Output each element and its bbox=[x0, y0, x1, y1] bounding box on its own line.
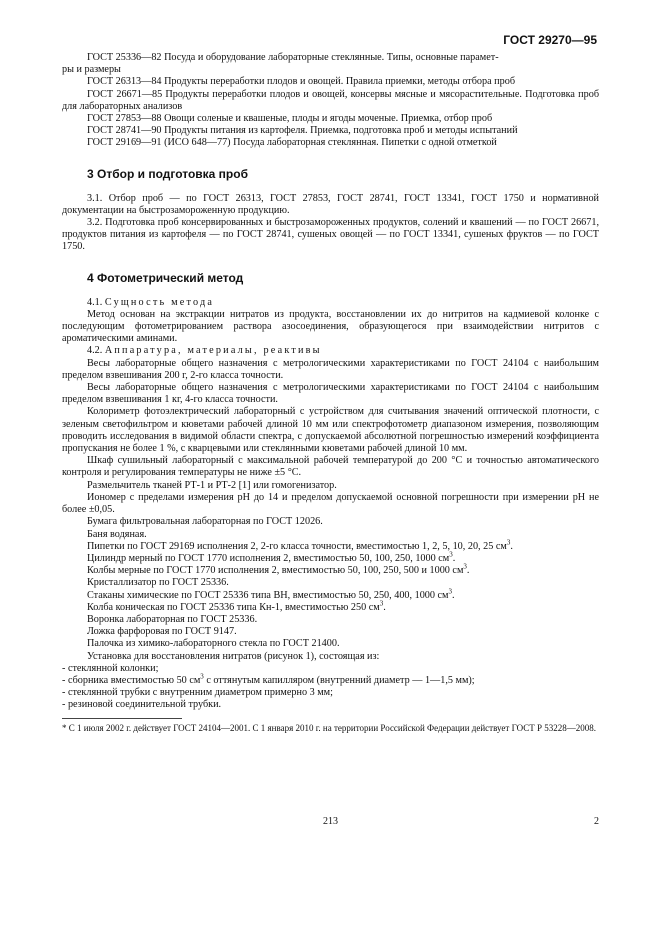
equipment-item: Стаканы химические по ГОСТ 25336 типа ВН, вместимостью 50, 250, 400, 1000 $см^3$. bbox=[87, 587, 455, 601]
equipment-item: Палочка из химико-лабораторного стекла по ГОСТ 21400. bbox=[87, 638, 340, 650]
setup-component-item: - стеклянной трубки с внутренним диаметром примерно 3 мм; bbox=[62, 687, 333, 699]
equipment-item: Весы лабораторные общего назначения с метрологическими характеристиками по ГОСТ 24104 с наибольшим пределом взвешивания 200 г, 2-го класса точности. bbox=[62, 357, 599, 381]
equipment-item: Пипетки по ГОСТ 29169 исполнения 2, 2-го класса точности, вместимостью 1, 2, 5, 10, 20, 25 $см^3$. bbox=[87, 538, 513, 552]
equipment-item: Ложка фарфоровая по ГОСТ 9147. bbox=[87, 626, 237, 638]
reference-entry: ГОСТ 25336—82 Посуда и оборудование лабораторные стеклянные. Типы, основные парамет- ры и размеры bbox=[62, 52, 499, 76]
equipment-item: Размельчитель тканей РТ-1 и РТ-2 [1] или гомогенизатор. bbox=[87, 479, 337, 491]
section-3-1-text: 3.1. Отбор проб — по ГОСТ 26313, ГОСТ 27853, ГОСТ 28741, ГОСТ 13341, ГОСТ 1750 и нормативной документации на быстрозамороженную продукцию. bbox=[62, 192, 599, 216]
equipment-item: Колбы мерные по ГОСТ 1770 исполнения 2, вместимостью 50, 100, 250, 500 и 1000 $см^3$. bbox=[87, 562, 470, 577]
equipment-item: Колориметр фотоэлектрический лабораторный с устройством для считывания значений оптической плотности, с зеленым светофильтром и кюветами рабочей длиной 10 мм или спектрофотометр диапазоном измерения, позволяющим проводить исследования в видимой области спектра, с допускаемой абсолютной погрешностью измерений коэффициента пропускания не более 1 %, с кварцевыми или стеклянными кюветами рабочей длиной 10 мм. bbox=[62, 406, 599, 455]
reference-entry: ГОСТ 27853—88 Овощи соленые и квашеные, плоды и ягоды моченые. Приемка, отбор проб bbox=[87, 113, 493, 125]
equipment-item: Цилиндр мерный по ГОСТ 1770 исполнения 2, вместимостью 50, 100, 250, 1000 $см^3$. bbox=[87, 550, 456, 564]
reference-entry: ГОСТ 26313—84 Продукты переработки плодов и овощей. Правила приемки, методы отбора проб bbox=[87, 76, 515, 88]
section-4-heading: 4 Фотометрический метод bbox=[87, 270, 244, 285]
equipment-item: Иономер с пределами измерения рН до 14 и пределом допускаемой основной погрешности при измерении рН не более ±0,05. bbox=[62, 491, 599, 516]
equipment-item: Установка для восстановления нитратов (рисунок 1), состоящая из: bbox=[87, 650, 380, 662]
sheet-number: 2 bbox=[594, 816, 599, 827]
section-3-2-text: 3.2. Подготовка проб консервированных и быстрозамороженных продуктов, солений и квашений — по ГОСТ 26671, продуктов питания из картофеля — по ГОСТ 28741, сушеных овощей — по ГОСТ 13341, сушеных фруктов — по ГОСТ 1750. bbox=[62, 217, 599, 253]
section-3-heading: 3 Отбор и подготовка проб bbox=[87, 166, 249, 181]
equipment-item: Весы лабораторные общего назначения с метрологическими характеристиками по ГОСТ 24104 с наибольшим пределом взвешивания 1 кг, 4-го класса точности. bbox=[62, 382, 599, 406]
subsection-4-2-heading: 4.2. Аппаратура, материалы, реактивы bbox=[87, 345, 322, 357]
equipment-item: Шкаф сушильный лабораторный с максимальной рабочей температурой до 200 °С и точностью автоматического контроля и регулирования температуры не ниже ±5 °С. bbox=[62, 455, 599, 479]
standard-code-header: ГОСТ 29270—95 bbox=[503, 33, 597, 47]
footnote: * С 1 июля 2002 г. действует ГОСТ 24104—2001. С 1 января 2010 г. на территории Российской Федерации действует ГОСТ Р 53228—2008. bbox=[62, 722, 596, 733]
normative-references bbox=[62, 52, 599, 150]
setup-component-item: - сборника вместимостью 50 $см^3$ с оттянутым капилляром (внутренний диаметр — 1—1,5 мм); bbox=[62, 672, 475, 686]
reference-continuation: ры и размеры bbox=[62, 64, 121, 76]
footnote-divider bbox=[62, 718, 182, 719]
equipment-item: Колба коническая по ГОСТ 25336 типа Кн-1, вместимостью 250 $см^3$. bbox=[87, 599, 386, 613]
page-content bbox=[62, 52, 599, 734]
reference-entry: ГОСТ 29169—91 (ИСО 648—77) Посуда лабораторная стеклянная. Пипетки с одной отметкой bbox=[87, 137, 497, 149]
setup-component-item: - стеклянной колонки; bbox=[62, 662, 159, 674]
subsection-4-1-text: Метод основан на экстракции нитратов из продукта, восстановлении их до нитритов на кадмиевой колонке с последующим фотометрированием раствора азосоединения, образующегося при взаимодействии нитритов с ароматическими аминами. bbox=[62, 308, 599, 345]
equipment-item: Воронка лабораторная по ГОСТ 25336. bbox=[87, 613, 258, 625]
subsection-4-1-heading: 4.1. Сущность метода bbox=[87, 296, 215, 308]
setup-component-item: - резиновой соединительной трубки. bbox=[62, 699, 222, 711]
equipment-item: Бумага фильтровальная лабораторная по ГОСТ 12026. bbox=[87, 516, 323, 528]
reference-entry: ГОСТ 28741—90 Продукты питания из картофеля. Приемка, подготовка проб и методы испытаний bbox=[87, 125, 518, 137]
reference-entry: ГОСТ 26671—85 Продукты переработки плодов и овощей, консервы мясные и мясорастительные. Подготовка проб для лабораторных анализов bbox=[62, 88, 599, 112]
equipment-list bbox=[62, 358, 599, 712]
equipment-item: Баня водяная. bbox=[87, 528, 147, 540]
page-number: 213 bbox=[323, 816, 338, 827]
equipment-item: Кристаллизатор по ГОСТ 25336. bbox=[87, 577, 229, 589]
